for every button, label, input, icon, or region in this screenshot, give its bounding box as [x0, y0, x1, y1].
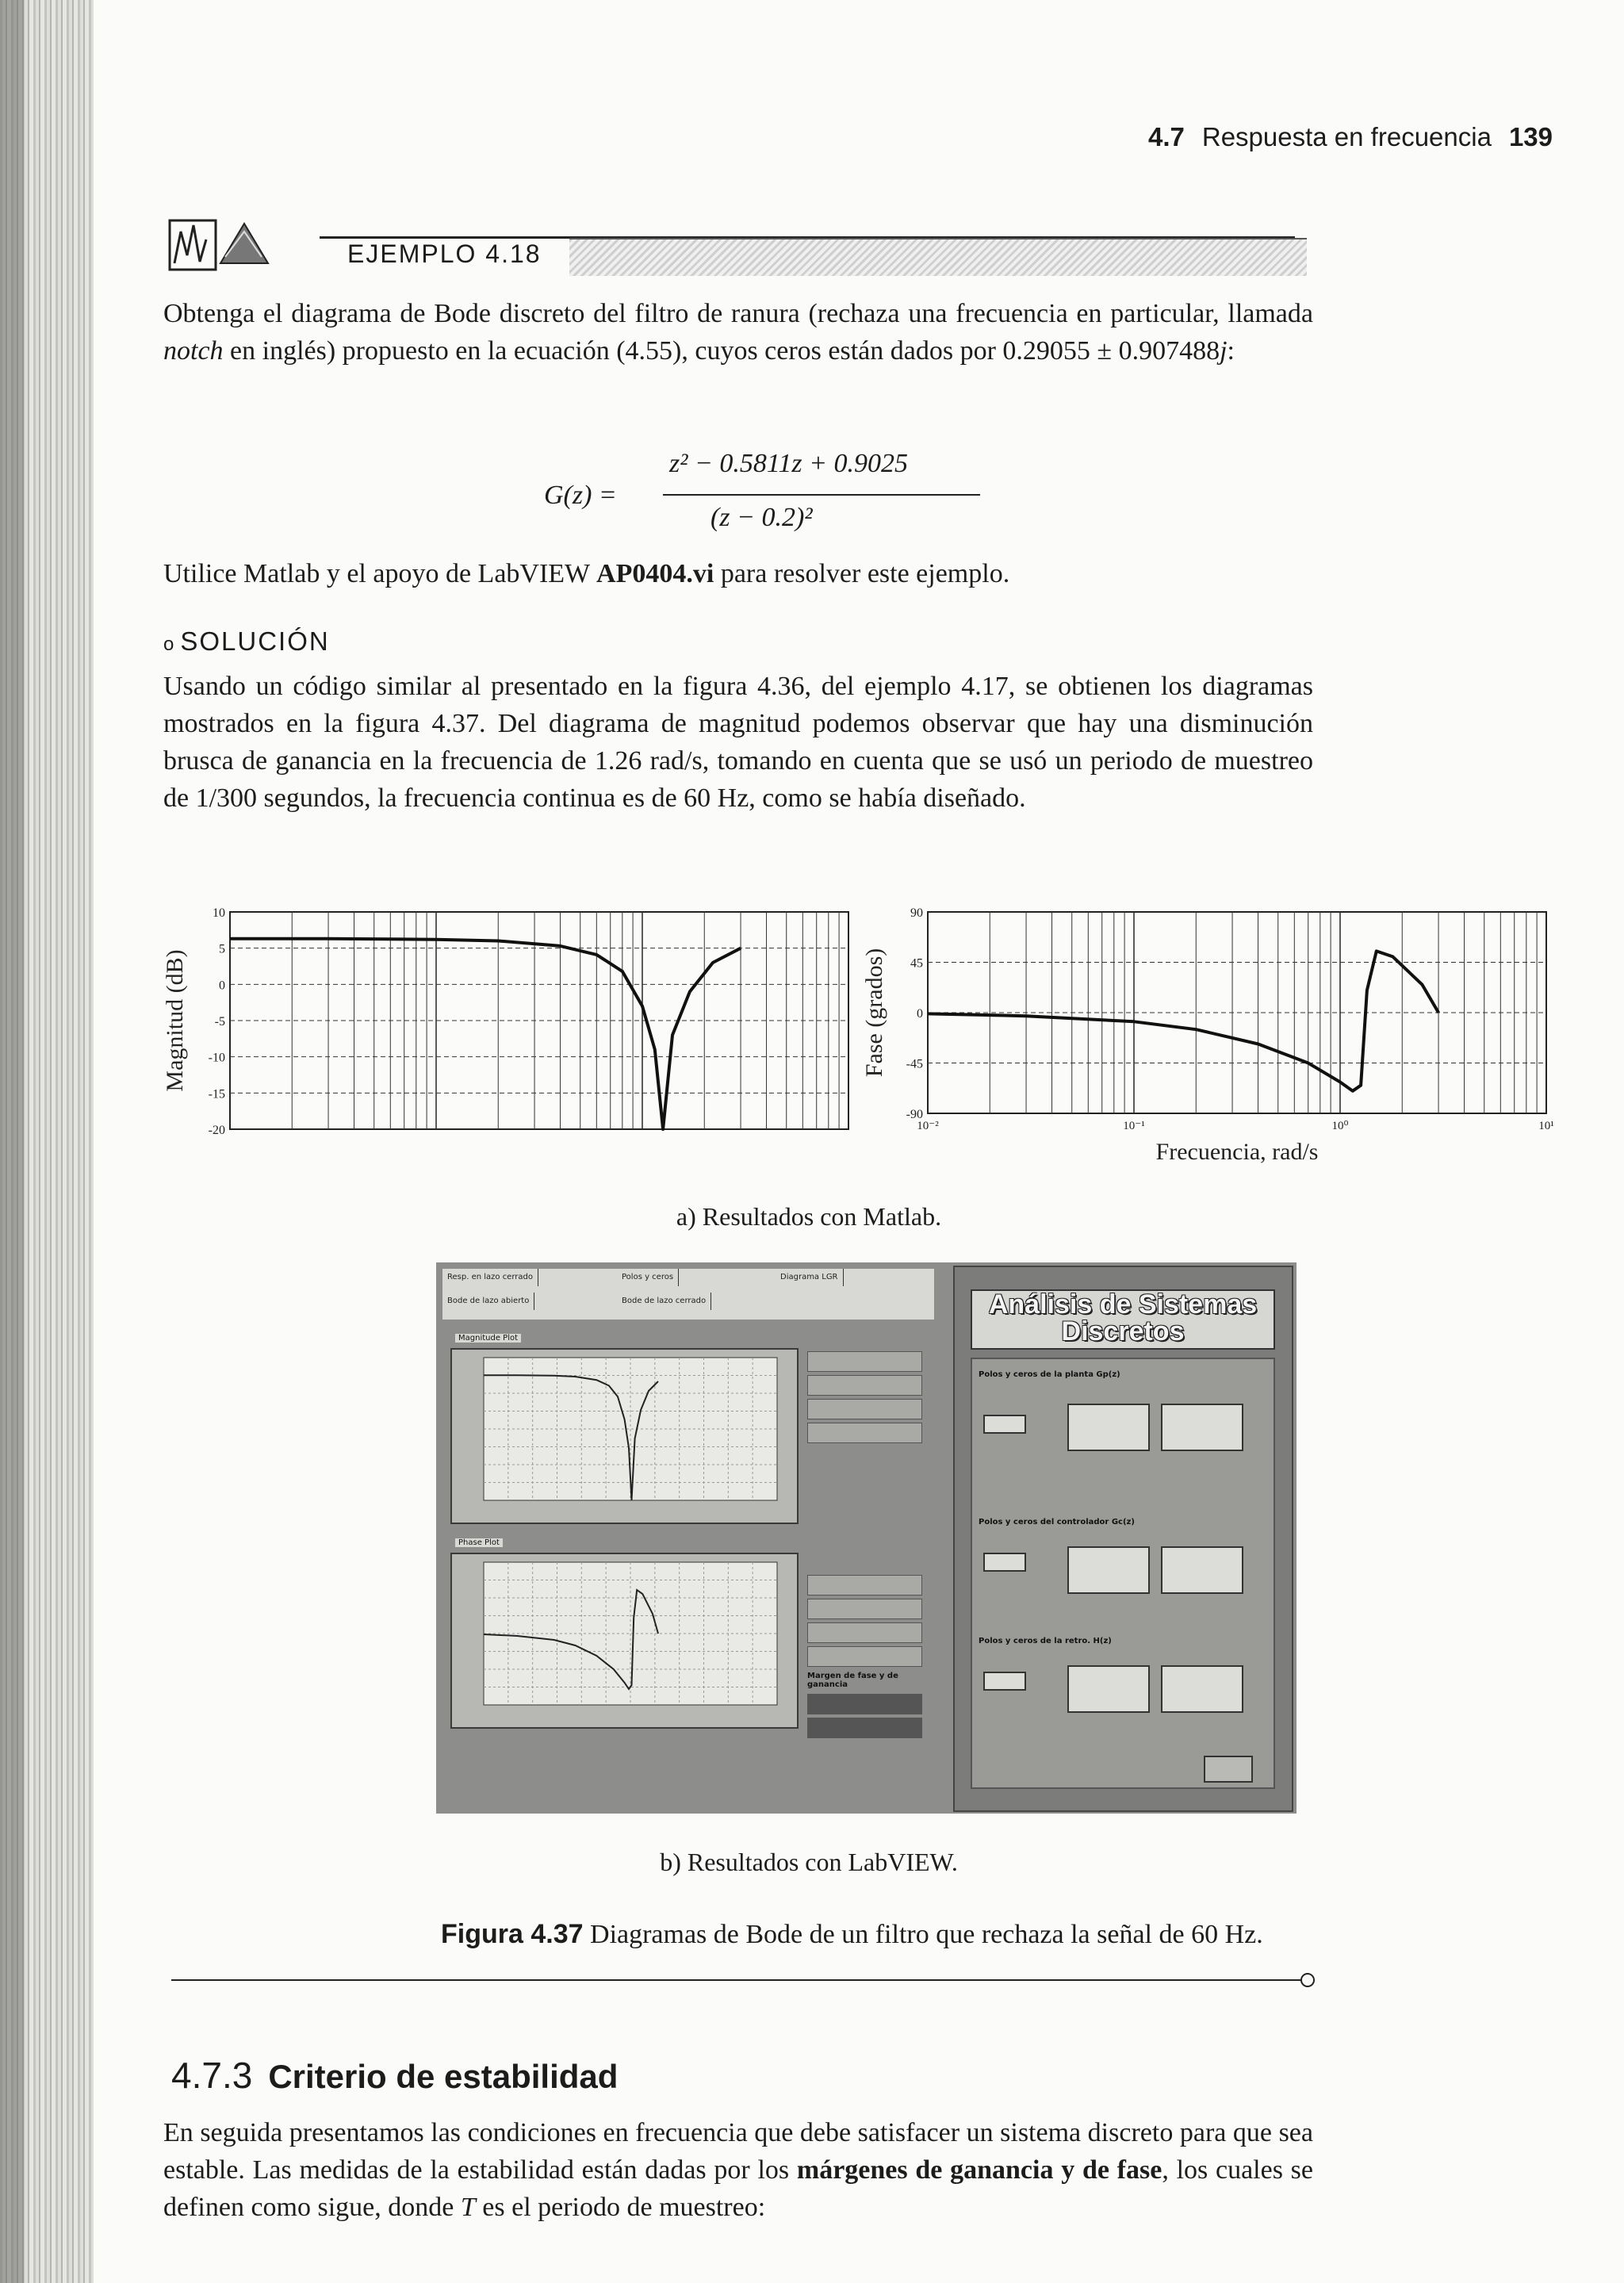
example-bar	[569, 238, 1307, 276]
figure-caption-text: Diagramas de Bode de un filtro que rechaza la señal de 60 Hz.	[583, 1920, 1263, 1949]
fraction-bar	[663, 494, 980, 496]
labview-mag-controls	[807, 1351, 922, 1446]
figure-caption	[441, 1919, 1263, 1950]
magnitude-plot-label: Magnitude Plot	[455, 1334, 521, 1343]
transfer-function-equation	[544, 442, 988, 554]
section-heading-number: 4.7.3	[171, 2055, 253, 2096]
control-row[interactable]	[807, 1575, 922, 1595]
x-tick-label: 10⁻²	[917, 1120, 939, 1132]
tab-poles-zeros[interactable]: Polos y ceros	[617, 1269, 679, 1286]
control-row[interactable]	[807, 1351, 922, 1372]
tab-closed-loop-response[interactable]: Resp. en lazo cerrado	[442, 1269, 538, 1286]
rule-end-circle	[1300, 1973, 1315, 1987]
example-label: EJEMPLO 4.18	[347, 239, 542, 268]
scan-shadow-dark	[0, 0, 24, 2283]
y-tick-label: 5	[219, 942, 225, 956]
y-tick-label: 0	[219, 979, 225, 993]
y-tick-label: -90	[906, 1108, 923, 1121]
page-number: 139	[1508, 122, 1553, 151]
equation-lhs: G(z) =	[544, 481, 617, 510]
control-row[interactable]	[807, 1423, 922, 1443]
utilice-paragraph	[163, 555, 1313, 592]
feedback-group-label: Polos y ceros de la retro. H(z)	[979, 1637, 1112, 1645]
margin-label: Margen de fase y de ganancia	[807, 1672, 898, 1689]
solution-heading	[163, 626, 330, 657]
intro-text-b: en inglés) propuesto en la ecuación (4.55), cuyos ceros están dados por 0.29055 ± 0.907488	[223, 336, 1220, 366]
equation-numerator: z² − 0.5811z + 0.9025	[669, 449, 909, 478]
x-tick-label: 10⁰	[1331, 1120, 1349, 1132]
figure-rule	[171, 1979, 1305, 1981]
y-axis-label: Magnitud (dB)	[162, 949, 188, 1092]
y-tick-label: 0	[917, 1007, 923, 1021]
caption-b: b) Resultados con LabVIEW.	[660, 1848, 958, 1876]
plant-poles-box[interactable]	[1161, 1404, 1243, 1451]
labview-screenshot	[436, 1262, 1297, 1814]
control-row[interactable]	[807, 1399, 922, 1419]
running-title: Respuesta en frecuencia	[1201, 122, 1492, 151]
labview-title: Análisis de Sistemas Discretos	[971, 1289, 1275, 1350]
utilice-text: Utilice Matlab y el apoyo de LabVIEW	[163, 559, 597, 588]
intro-j: j	[1220, 336, 1228, 366]
section-heading	[171, 2054, 618, 2097]
solution-label: SOLUCIÓN	[180, 626, 330, 656]
data-series-line	[230, 939, 741, 1129]
labview-pz-panel	[971, 1358, 1275, 1789]
closing-text: En seguida presentamos las condiciones en frecuencia que debe satisfacer un sistema discreto para que sea estable. Las medidas de la estabilidad están dadas por los	[163, 2118, 1313, 2185]
example-icon	[165, 216, 324, 274]
stop-button[interactable]	[1204, 1756, 1253, 1783]
y-tick-label: -45	[906, 1057, 923, 1071]
utilice-text-end: para resolver este ejemplo.	[714, 559, 1010, 588]
example-header	[165, 216, 1307, 274]
section-heading-title: Criterio de estabilidad	[268, 2058, 619, 2095]
labview-phase-plot	[450, 1538, 799, 1729]
x-axis-label: Frecuencia, rad/s	[1155, 1139, 1319, 1165]
labview-right-panel	[953, 1266, 1293, 1812]
labview-magnitude-plot	[450, 1334, 799, 1524]
tab-bode-open-loop[interactable]: Bode de lazo abierto	[442, 1293, 534, 1310]
controller-gain-box[interactable]	[983, 1553, 1026, 1572]
figure-number: Figura 4.37	[441, 1919, 584, 1949]
intro-em: notch	[163, 336, 224, 366]
solution-paragraph: Usando un código similar al presentado en la figura 4.36, del ejemplo 4.17, se obtienen los diagramas mostrados en la figura 4.37. Del diagrama de magnitud podemos observar que hay una disminución brusca de ganancia en la frecuencia de 1.26 rad/s, tomando en cuenta que se usó un periodo de muestreo de 1/300 segundos, la frecuencia continua es de 60 Hz, como se había diseñado.	[163, 672, 1313, 813]
intro-text: Obtenga el diagrama de Bode discreto del filtro de ranura (rechaza una frecuencia en particular, llamada	[163, 299, 1313, 328]
feedback-gain-box[interactable]	[983, 1672, 1026, 1691]
control-row[interactable]	[807, 1599, 922, 1619]
section-number: 4.7	[1148, 122, 1185, 151]
closing-text-b: , los cuales se definen como sigue, donde	[163, 2155, 1313, 2222]
intro-colon: :	[1227, 336, 1235, 366]
control-row[interactable]	[807, 1646, 922, 1667]
plant-zeros-box[interactable]	[1067, 1404, 1150, 1451]
plant-group-label: Polos y ceros de la planta Gp(z)	[979, 1370, 1120, 1379]
caption-a: a) Resultados con Matlab.	[676, 1202, 942, 1231]
x-tick-label: 10¹	[1538, 1120, 1554, 1132]
data-series-line	[928, 951, 1438, 1090]
vi-filename: AP0404.vi	[596, 559, 714, 588]
closing-paragraph	[163, 2114, 1313, 2226]
labview-phase-graph	[452, 1554, 794, 1724]
y-tick-label: -5	[214, 1015, 225, 1028]
labview-phase-controls	[807, 1575, 922, 1741]
control-row[interactable]	[807, 1622, 922, 1643]
y-tick-label: -20	[208, 1124, 225, 1137]
x-tick-label: 10⁻¹	[1123, 1120, 1145, 1132]
control-row[interactable]	[807, 1375, 922, 1396]
feedback-zeros-box[interactable]	[1067, 1665, 1150, 1713]
controller-poles-box[interactable]	[1161, 1546, 1243, 1594]
controller-zeros-box[interactable]	[1067, 1546, 1150, 1594]
intro-paragraph	[163, 295, 1313, 370]
labview-tabs	[442, 1269, 934, 1320]
closing-text-c: es el periodo de muestreo:	[475, 2193, 766, 2222]
tab-bode-closed-loop[interactable]: Bode de lazo cerrado	[617, 1293, 711, 1310]
y-tick-label: 45	[910, 956, 923, 971]
phase-chart	[861, 906, 1562, 1167]
plant-group	[979, 1370, 1266, 1384]
closing-T: T	[460, 2193, 476, 2222]
controller-group-label: Polos y ceros del controlador Gc(z)	[979, 1518, 1135, 1526]
bullet-icon: o	[163, 634, 176, 655]
plant-gain-box[interactable]	[983, 1415, 1026, 1434]
y-axis-label: Fase (grados)	[861, 948, 887, 1078]
phase-plot-label: Phase Plot	[455, 1538, 503, 1547]
equation-denominator: (z − 0.2)²	[710, 503, 813, 532]
margin-value	[807, 1694, 922, 1714]
margin-value	[807, 1718, 922, 1738]
y-tick-label: 10	[213, 906, 225, 920]
tab-root-locus[interactable]: Diagrama LGR	[776, 1269, 844, 1286]
y-tick-label: 90	[910, 906, 923, 920]
controller-group	[979, 1518, 1266, 1531]
y-tick-label: -10	[208, 1051, 225, 1065]
y-tick-label: -15	[208, 1087, 225, 1101]
closing-bold: márgenes de ganancia y de fase	[796, 2155, 1162, 2185]
magnitude-chart	[162, 906, 856, 1143]
running-head	[1148, 122, 1553, 152]
feedback-poles-box[interactable]	[1161, 1665, 1243, 1713]
feedback-group	[979, 1637, 1266, 1650]
labview-magnitude-graph	[452, 1350, 794, 1519]
